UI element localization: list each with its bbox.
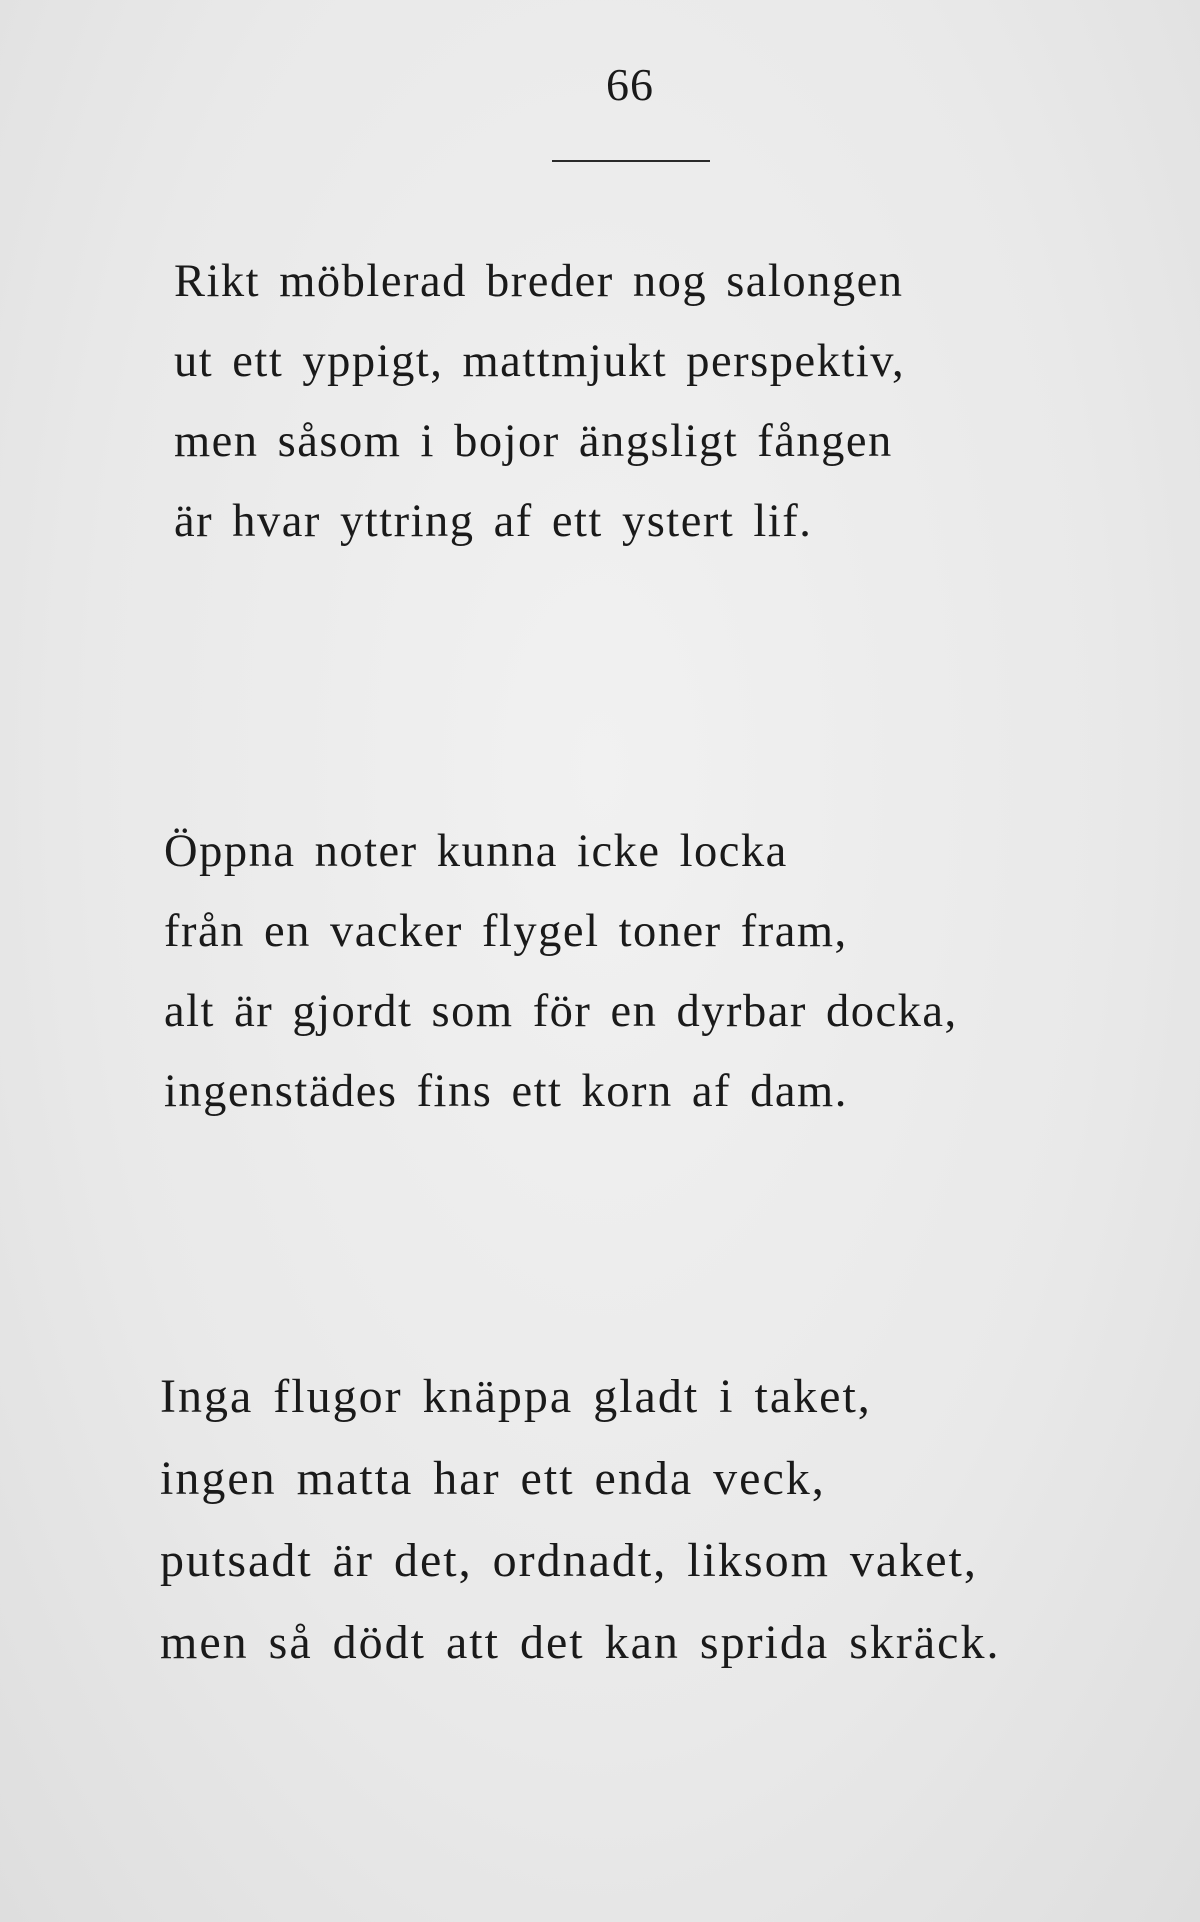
page-number: 66 (606, 59, 654, 110)
verse-line: ut ett yppigt, mattmjukt perspektiv, (174, 336, 906, 387)
verse-line: men så dödt att det kan sprida skräck. (160, 1616, 1001, 1669)
verse-line: från en vacker flygel toner fram, (164, 906, 848, 957)
verse-line: Rikt möblerad breder nog salongen (174, 256, 904, 307)
header-rule (552, 160, 710, 162)
verse-line: ingen matta har ett enda veck, (160, 1452, 826, 1505)
verse-line: men såsom i bojor ängsligt fången (174, 416, 893, 467)
verse-line: alt är gjordt som för en dyrbar docka, (164, 986, 958, 1037)
stanza-2 (164, 812, 958, 1132)
stanza-1 (174, 242, 905, 562)
stanza-3 (160, 1356, 1000, 1684)
verse-line: putsadt är det, ordnadt, liksom vaket, (160, 1534, 978, 1587)
verse-line: Inga flugor knäppa gladt i taket, (160, 1370, 872, 1423)
verse-line: ingenstädes fins ett korn af dam. (164, 1066, 848, 1117)
verse-line: Öppna noter kunna icke locka (164, 826, 788, 877)
verse-line: är hvar yttring af ett ystert lif. (174, 496, 813, 547)
